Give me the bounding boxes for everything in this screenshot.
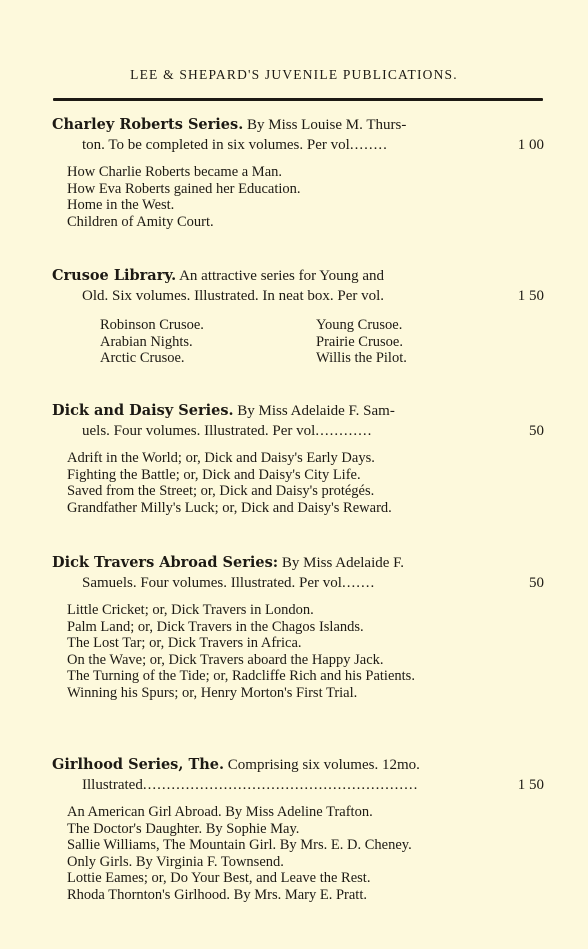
book-title: Prairie Crusoe. bbox=[316, 333, 403, 350]
book-title: Fighting the Battle; or, Dick and Daisy's City Life. bbox=[67, 466, 361, 483]
book-title: Home in the West. bbox=[67, 197, 175, 213]
book-title: How Eva Roberts gained her Education. bbox=[67, 180, 301, 197]
series-description bbox=[52, 755, 544, 795]
series-description bbox=[52, 553, 544, 593]
book-list bbox=[52, 602, 544, 701]
dot-leader: ....... bbox=[341, 575, 376, 591]
book-title: Winning his Spurs; or, Henry Morton's First Trial. bbox=[67, 684, 358, 701]
series-entry-charley-roberts bbox=[52, 115, 544, 230]
book-title: Arabian Nights. bbox=[100, 333, 193, 350]
series-price: 1 50 bbox=[517, 288, 544, 304]
series-entry-dick-travers-abroad bbox=[52, 553, 544, 701]
series-title: Girlhood Series, The. bbox=[52, 756, 225, 773]
series-price: 1 50 bbox=[517, 777, 544, 793]
book-list bbox=[52, 164, 544, 230]
series-line-2 bbox=[52, 286, 544, 306]
book-columns bbox=[52, 317, 544, 367]
series-description bbox=[52, 401, 544, 441]
dot-leader: ........ bbox=[349, 137, 388, 153]
book-list bbox=[52, 804, 544, 903]
book-title: An American Girl Abroad. By Miss Adeline Trafton. bbox=[67, 804, 373, 820]
dot-leader: ............ bbox=[315, 423, 373, 439]
series-entry-crusoe-library bbox=[52, 266, 544, 367]
book-title: Children of Amity Court. bbox=[67, 213, 214, 230]
book-title: Little Cricket; or, Dick Travers in London. bbox=[67, 602, 314, 618]
series-title: Crusoe Library. bbox=[52, 267, 177, 284]
book-title: Willis the Pilot. bbox=[316, 350, 407, 366]
series-byline: An attractive series for Young and bbox=[176, 268, 385, 284]
book-title: Grandfather Milly's Luck; or, Dick and Daisy's Reward. bbox=[67, 499, 392, 516]
series-line-1 bbox=[52, 401, 544, 421]
series-price: 50 bbox=[529, 423, 544, 439]
series-price: 50 bbox=[529, 575, 544, 591]
book-title: The Lost Tar; or, Dick Travers in Africa. bbox=[67, 635, 302, 651]
series-line-2 bbox=[52, 135, 544, 155]
series-title: Charley Roberts Series. bbox=[52, 116, 244, 133]
book-title: Rhoda Thornton's Girlhood. By Mrs. Mary E. Pratt. bbox=[67, 886, 367, 903]
book-title: Saved from the Street; or, Dick and Daisy's protégés. bbox=[67, 483, 375, 499]
series-line-2 bbox=[52, 421, 544, 441]
series-byline: By Miss Adelaide F. Sam- bbox=[233, 403, 395, 419]
series-line-1 bbox=[52, 266, 544, 286]
page-header: LEE & SHEPARD'S JUVENILE PUBLICATIONS. bbox=[130, 67, 458, 82]
series-details: ton. To be completed in six volumes. Per vol bbox=[82, 137, 350, 153]
book-title: Young Crusoe. bbox=[316, 317, 403, 333]
series-line-1 bbox=[52, 115, 544, 135]
dot-leader: .......................................................... bbox=[142, 777, 419, 793]
book-column-left bbox=[100, 317, 316, 367]
series-details: Illustrated bbox=[82, 777, 143, 793]
series-title: Dick Travers Abroad Series: bbox=[52, 554, 279, 571]
series-details: Samuels. Four volumes. Illustrated. Per vol bbox=[82, 575, 342, 591]
series-line-1 bbox=[52, 755, 544, 775]
series-line-1 bbox=[52, 553, 544, 573]
series-details: Old. Six volumes. Illustrated. In neat box. Per vol. bbox=[82, 288, 385, 304]
book-title: Palm Land; or, Dick Travers in the Chagos Islands. bbox=[67, 618, 364, 635]
series-line-2 bbox=[52, 775, 544, 795]
header-rule bbox=[53, 98, 543, 101]
book-title: On the Wave; or, Dick Travers aboard the Happy Jack. bbox=[67, 651, 384, 668]
series-byline: By Miss Adelaide F. bbox=[278, 555, 405, 571]
series-entry-girlhood bbox=[52, 755, 544, 903]
series-title: Dick and Daisy Series. bbox=[52, 402, 234, 419]
book-title: The Turning of the Tide; or, Radcliffe Rich and his Patients. bbox=[67, 668, 415, 684]
series-details: uels. Four volumes. Illustrated. Per vol bbox=[82, 423, 316, 439]
book-column-right bbox=[316, 317, 532, 367]
book-title: Lottie Eames; or, Do Your Best, and Leave the Rest. bbox=[67, 870, 371, 886]
series-byline: Comprising six volumes. 12mo. bbox=[224, 757, 420, 773]
book-title: The Doctor's Daughter. By Sophie May. bbox=[67, 820, 300, 837]
book-title: How Charlie Roberts became a Man. bbox=[67, 164, 283, 180]
series-line-2 bbox=[52, 573, 544, 593]
book-title: Adrift in the World; or, Dick and Daisy's Early Days. bbox=[67, 450, 375, 466]
book-title: Only Girls. By Virginia F. Townsend. bbox=[67, 853, 284, 870]
series-description bbox=[52, 115, 544, 155]
series-entry-dick-and-daisy bbox=[52, 401, 544, 516]
book-title: Arctic Crusoe. bbox=[100, 350, 185, 366]
dot-leader bbox=[384, 286, 514, 306]
series-price: 1 00 bbox=[517, 137, 544, 153]
series-description bbox=[52, 266, 544, 306]
series-byline: By Miss Louise M. Thurs- bbox=[243, 117, 407, 133]
book-title: Sallie Williams, The Mountain Girl. By Mrs. E. D. Cheney. bbox=[67, 837, 412, 853]
book-title: Robinson Crusoe. bbox=[100, 317, 204, 333]
book-list bbox=[52, 450, 544, 516]
